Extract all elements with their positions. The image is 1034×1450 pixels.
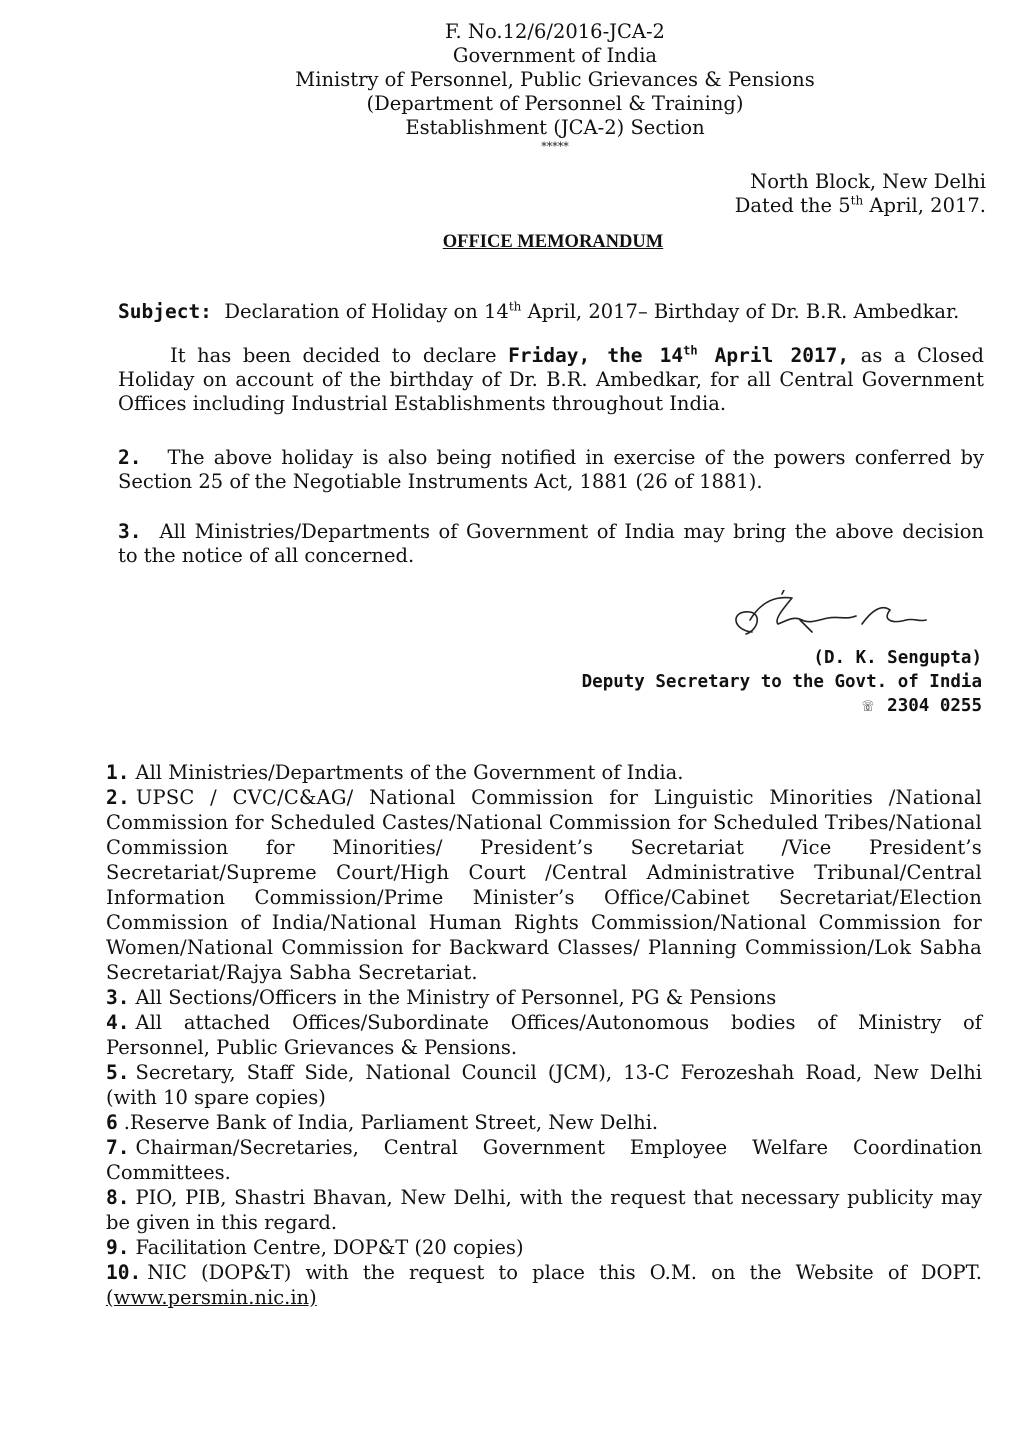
subject-text-b: April, 2017– Birthday of Dr. B.R. Ambedkar. xyxy=(521,300,960,323)
item-text: NIC (DOP&T) with the request to place this O.M. on the Website of DOPT. xyxy=(147,1261,982,1284)
distribution-list xyxy=(106,760,982,1310)
subject-line xyxy=(118,300,984,324)
item-number: 3. xyxy=(106,986,130,1009)
distribution-item xyxy=(106,1060,982,1110)
place-location: North Block, New Delhi xyxy=(750,170,986,193)
file-number: F. No.12/6/2016-JCA-2 xyxy=(445,20,665,43)
item-text: UPSC / CVC/C&AG/ National Commission for Linguistic Minorities /National Commission for Scheduled Castes/National Commission for Scheduled Tribes/National Commission for Minorities/ President’s Secretariat /Vice President’s Secretariat/Supreme Court/High Court /Central Administrative Tribunal/Central Information Commission/Prime Minister’s Office/Cabinet Secretariat/Election Commission of India/National Human Rights Commission/National Commission for Women/National Commission for Backward Classes/ Planning Commission/Lok Sabha Secretariat/Rajya Sabha Secretariat. xyxy=(106,786,982,984)
ministry-name: Ministry of Personnel, Public Grievances & Pensions xyxy=(295,68,815,91)
item-text: .Reserve Bank of India, Parliament Street, New Delhi. xyxy=(123,1111,659,1134)
item-number: 5. xyxy=(106,1061,130,1084)
item-text: Secretary, Staff Side, National Council (JCM), 13-C Ferozeshah Road, New Delhi (with 10 spare copies) xyxy=(106,1061,982,1109)
para1-bold-sup: th xyxy=(683,343,698,358)
telephone-icon: ☏ xyxy=(862,696,874,716)
signatory-designation: Deputy Secretary to the Govt. of India xyxy=(581,672,982,692)
distribution-item xyxy=(106,1135,982,1185)
para1-bold-b: April 2017, xyxy=(697,344,850,367)
item-number: 10. xyxy=(106,1261,142,1284)
header-separator: ***** xyxy=(541,140,569,153)
distribution-item xyxy=(106,1110,982,1135)
distribution-item xyxy=(106,1235,982,1260)
paragraph-1 xyxy=(118,344,984,416)
signatory-phone xyxy=(863,694,982,718)
signatory-name: (D. K. Sengupta) xyxy=(813,648,982,668)
memo-date xyxy=(735,194,986,218)
item-text: All Ministries/Departments of the Government of India. xyxy=(135,761,684,784)
para1-bold-date xyxy=(508,344,849,367)
date-prefix: Dated the 5 xyxy=(734,194,851,217)
distribution-item xyxy=(106,1010,982,1060)
place-and-date xyxy=(735,170,986,218)
distribution-item xyxy=(106,1260,982,1310)
para2-text: The above holiday is also being notified in exercise of the powers conferred by Section 25 of the Negotiable Instruments Act, 1881 (26 of 1881). xyxy=(118,446,984,493)
distribution-item xyxy=(106,760,982,785)
subject-text-a: Declaration of Holiday on 14 xyxy=(224,300,509,323)
item-text: All Sections/Officers in the Ministry of Personnel, PG & Pensions xyxy=(135,986,777,1009)
para2-number: 2. xyxy=(118,446,142,469)
paragraph-3 xyxy=(118,520,984,568)
item-number: 1. xyxy=(106,761,130,784)
website-link[interactable]: (www.persmin.nic.in) xyxy=(106,1286,317,1309)
para3-text: All Ministries/Departments of Government of India may bring the above decision to the notice of all concerned. xyxy=(118,520,984,567)
letter-header xyxy=(200,20,910,154)
signature-block xyxy=(542,590,982,720)
government-name: Government of India xyxy=(452,44,658,67)
distribution-item xyxy=(106,785,982,985)
item-number: 4. xyxy=(106,1011,130,1034)
distribution-item xyxy=(106,985,982,1010)
para3-number: 3. xyxy=(118,520,142,543)
subject-superscript: th xyxy=(508,299,522,314)
memo-title: OFFICE MEMORANDUM xyxy=(442,232,664,252)
item-number: 2. xyxy=(106,786,130,809)
para1-text-b: as a Closed Holiday on account of the birthday of Dr. B.R. Ambedkar, for all Central Government Offices including Industrial Establishments throughout India. xyxy=(118,344,984,415)
department-name: (Department of Personnel & Training) xyxy=(366,92,744,115)
item-text: Facilitation Centre, DOP&T (20 copies) xyxy=(135,1236,524,1259)
item-text: Chairman/Secretaries, Central Government Employee Welfare Coordination Committees. xyxy=(106,1136,982,1184)
para1-text-a: It has been decided to declare xyxy=(170,344,509,367)
paragraph-2 xyxy=(118,446,984,494)
item-number: 9. xyxy=(106,1236,130,1259)
item-number: 8. xyxy=(106,1186,130,1209)
date-suffix: April, 2017. xyxy=(863,194,986,217)
distribution-item xyxy=(106,1185,982,1235)
date-superscript: th xyxy=(850,193,864,208)
subject-label: Subject: xyxy=(118,300,212,323)
item-text: PIO, PIB, Shastri Bhavan, New Delhi, with the request that necessary publicity may be given in this regard. xyxy=(106,1186,982,1234)
item-number: 6 xyxy=(106,1111,118,1134)
para1-bold-a: Friday, the 14 xyxy=(508,344,684,367)
item-number: 7. xyxy=(106,1136,130,1159)
phone-number: 2304 0255 xyxy=(887,696,982,716)
section-name: Establishment (JCA-2) Section xyxy=(405,116,705,139)
item-text: All attached Offices/Subordinate Offices/Autonomous bodies of Ministry of Personnel, Public Grievances & Pensions. xyxy=(106,1011,982,1059)
